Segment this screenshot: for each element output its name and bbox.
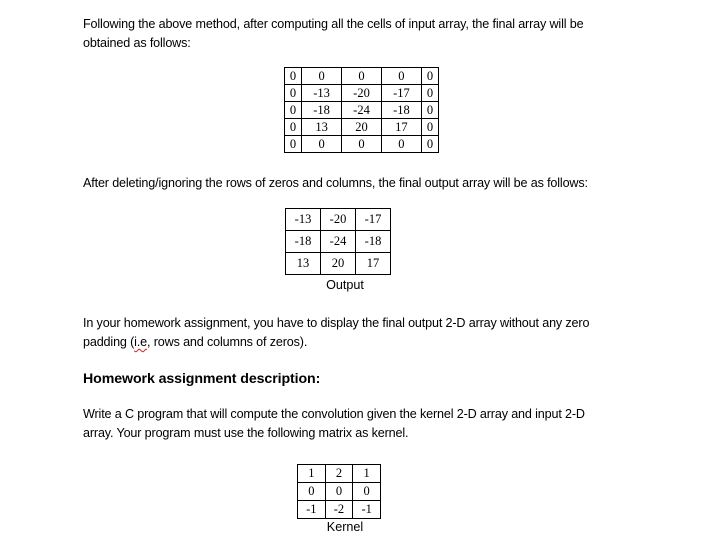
table-cell: 0: [421, 119, 438, 136]
table-cell: 2: [325, 465, 353, 483]
table-row: [286, 231, 391, 253]
table-cell: 0: [285, 136, 302, 153]
table-cell: 0: [421, 85, 438, 102]
table-cell: -18: [302, 102, 342, 119]
after-delete-paragraph: After deleting/ignoring the rows of zeros and columns, the final output array will be as follows:: [83, 176, 588, 190]
table-cell: 0: [298, 483, 326, 501]
table-cell: 20: [342, 119, 382, 136]
homework-line-2-pre: padding (: [83, 335, 135, 349]
table-row: [285, 85, 439, 102]
table-cell: 0: [302, 68, 342, 85]
table-cell: 0: [285, 85, 302, 102]
table-cell: -1: [298, 501, 326, 519]
output-caption: Output: [326, 278, 364, 292]
table-cell: 0: [353, 483, 381, 501]
description-line-1: Write a C program that will compute the convolution given the kernel 2-D array and input 2-D: [83, 407, 585, 421]
homework-line-1: In your homework assignment, you have to display the final output 2-D array without any zero: [83, 316, 590, 330]
table-cell: 1: [353, 465, 381, 483]
intro-line-1: Following the above method, after computing all the cells of input array, the final array will be: [83, 17, 584, 31]
table-cell: -24: [321, 231, 356, 253]
description-line-2: array. Your program must use the following matrix as kernel.: [83, 426, 409, 440]
table-cell: -2: [325, 501, 353, 519]
table-cell: 0: [302, 136, 342, 153]
table-cell: -24: [342, 102, 382, 119]
table-row: [298, 501, 381, 519]
table-cell: 0: [421, 102, 438, 119]
homework-line-2: [83, 333, 643, 352]
table-row: [285, 136, 439, 153]
homework-paragraph: [83, 314, 643, 352]
table-row: [286, 253, 391, 275]
table-cell: -18: [381, 102, 421, 119]
table-cell: 0: [421, 136, 438, 153]
kernel-caption: Kernel: [326, 520, 364, 534]
table-cell: 0: [381, 136, 421, 153]
table-cell: -17: [356, 209, 391, 231]
spellcheck-ie: i.e: [134, 335, 148, 349]
table-cell: 0: [342, 68, 382, 85]
table-cell: -18: [356, 231, 391, 253]
table-cell: 1: [298, 465, 326, 483]
table-cell: 13: [302, 119, 342, 136]
table-cell: -18: [286, 231, 321, 253]
table-cell: 13: [286, 253, 321, 275]
table-row: [285, 68, 439, 85]
table-cell: 17: [381, 119, 421, 136]
table-cell: -20: [342, 85, 382, 102]
table-cell: 0: [325, 483, 353, 501]
intro-paragraph: [83, 15, 643, 53]
table-row: [298, 465, 381, 483]
kernel-array-table: [297, 464, 381, 519]
table-cell: -1: [353, 501, 381, 519]
output-array-table: [285, 208, 391, 275]
table-cell: 0: [285, 68, 302, 85]
table-cell: 0: [342, 136, 382, 153]
intro-line-2: obtained as follows:: [83, 36, 191, 50]
table-cell: 17: [356, 253, 391, 275]
section-heading: Homework assignment description:: [83, 371, 321, 387]
table-cell: 0: [285, 119, 302, 136]
description-paragraph: [83, 405, 643, 443]
table-cell: -20: [321, 209, 356, 231]
final-array-table: [284, 67, 439, 153]
table-cell: 0: [421, 68, 438, 85]
table-cell: 0: [285, 102, 302, 119]
table-cell: 20: [321, 253, 356, 275]
table-row: [285, 119, 439, 136]
table-cell: -13: [302, 85, 342, 102]
table-row: [286, 209, 391, 231]
table-cell: -17: [381, 85, 421, 102]
table-cell: 0: [381, 68, 421, 85]
homework-line-2-post: , rows and columns of zeros).: [147, 335, 308, 349]
table-row: [285, 102, 439, 119]
table-row: [298, 483, 381, 501]
table-cell: -13: [286, 209, 321, 231]
